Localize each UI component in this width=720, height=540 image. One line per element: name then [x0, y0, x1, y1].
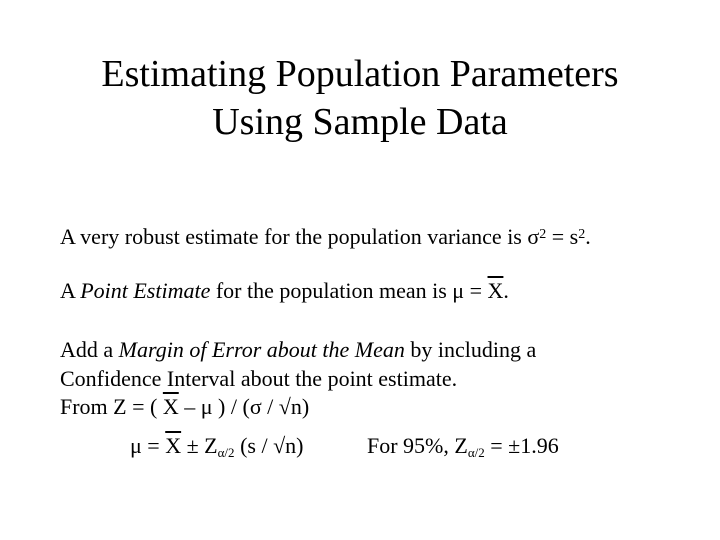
variance-statement [60, 222, 591, 250]
ci-pm: ± Z [181, 433, 218, 458]
margin-line-1 [60, 337, 536, 363]
exponent: 2 [578, 227, 586, 242]
z-text-b: – [178, 394, 201, 419]
z-formula [60, 394, 309, 420]
period: . [585, 224, 591, 249]
z-text-d: / √n) [261, 394, 310, 419]
exponent: 2 [539, 227, 547, 242]
sigma-symbol: σ [249, 394, 262, 419]
note-text-b: = ±1.96 [484, 433, 559, 458]
point-estimate-term: Point Estimate [80, 278, 211, 303]
slide-title [0, 50, 720, 146]
note-text-a: For 95%, Z [367, 433, 468, 458]
margin-text-a: Add a [60, 337, 119, 362]
point-eq: = [464, 278, 488, 303]
title-line-2: Using Sample Data [212, 101, 508, 143]
ci-rest: (s / √n) [234, 433, 304, 458]
mu-symbol: μ [130, 433, 142, 458]
confidence-interval-formula [130, 433, 303, 466]
variance-eq: = s [546, 224, 579, 249]
sigma-symbol: σ [527, 224, 540, 249]
x-bar: $\overline{X}$ [165, 433, 182, 458]
variance-text: A very robust estimate for the population variance is [60, 224, 528, 249]
margin-text-b: by including a [404, 337, 537, 362]
mu-symbol: μ [200, 394, 213, 419]
ninety-five-percent-note [367, 433, 559, 466]
x-bar: $\overline{X}$ [487, 278, 504, 303]
period: . [503, 278, 509, 303]
ci-eq: = [141, 433, 166, 458]
margin-of-error-term: Margin of Error about the Mean [118, 337, 405, 362]
mu-symbol: μ [452, 278, 465, 303]
title-line-1: Estimating Population Parameters [101, 53, 619, 95]
point-text-rest: for the population mean is [210, 278, 453, 303]
x-bar: $\overline{X}$ [162, 394, 179, 419]
margin-line-2: Confidence Interval about the point estimate. [60, 366, 458, 391]
z-text-a: From Z = ( [60, 394, 163, 419]
point-text-a: A [60, 278, 81, 303]
alpha-subscript: α/2 [217, 445, 235, 460]
z-text-c: ) / ( [212, 394, 250, 419]
point-estimate-statement [60, 278, 509, 304]
alpha-subscript: α/2 [467, 445, 485, 460]
